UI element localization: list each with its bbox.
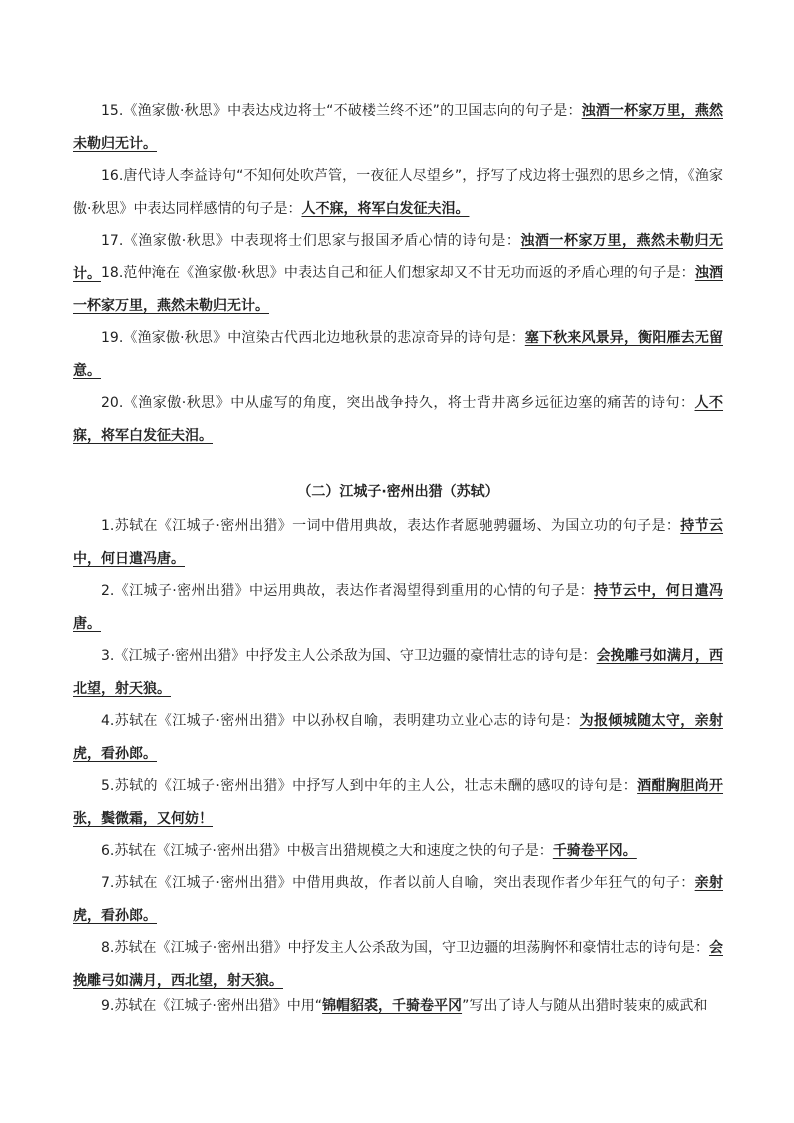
question-text: 18.范仲淹在《渔家傲·秋思》中表达自己和征人们想家却又不甘无功而返的矛盾心理的句子是： (101, 265, 695, 281)
answer-text: 锦帽貂裘，千骑卷平冈 (322, 998, 463, 1014)
section-title: （二）江城子·密州出猎（苏轼） (297, 484, 499, 500)
question-20 (73, 387, 723, 452)
question-1 (73, 510, 723, 575)
question-6 (73, 835, 723, 868)
answer-text: 人不寐，将军白发征夫泪。 (73, 395, 724, 444)
answer-text: 浊酒一杯家万里，燕然未勒归无计。 (73, 103, 723, 152)
question-3 (73, 640, 723, 705)
question-text: 20.《渔家傲·秋思》中从虚写的角度，突出战争持久，将士背井离乡远征边塞的痛苦的诗句： (101, 395, 695, 411)
question-text: 5.苏轼的《江城子·密州出猎》中抒写人到中年的主人公，壮志未酬的感叹的诗句是： (101, 778, 638, 794)
question-18 (73, 257, 723, 322)
question-8 (73, 932, 723, 997)
question-text-after: ”写出了诗人与随从出猎时装束的威武和 (462, 998, 708, 1014)
question-text: 16.唐代诗人李益诗句“不知何处吹芦管，一夜征人尽望乡”，抒写了戍边将士强烈的思乡之情，《渔家傲·秋思》中表达同样感情的句子是： (73, 168, 723, 217)
question-text: 6.苏轼在《江城子·密州出猎》中极言出猎规模之大和速度之快的句子是： (101, 843, 553, 859)
question-15 (73, 95, 723, 160)
question-9 (73, 990, 723, 1023)
question-text: 4.苏轼在《江城子·密州出猎》中以孙权自喻，表明建功立业心志的诗句是： (101, 713, 580, 729)
answer-text: 亲射虎，看孙郎。 (73, 875, 724, 924)
answer-text: 千骑卷平冈。 (552, 843, 637, 859)
answer-text: 浊酒一杯家万里，燕然未勒归无计。 (73, 265, 723, 314)
answer-text: 人不寐，将军白发征夫泪。 (301, 200, 470, 217)
question-text: 9.苏轼在《江城子·密州出猎》中用“ (101, 998, 323, 1014)
answer-text: 酒酣胸胆尚开张，鬓微霜，又何妨！ (73, 778, 724, 827)
question-text: 2.《江城子·密州出猎》中运用典故，表达作者渴望得到重用的心情的句子是： (101, 583, 594, 599)
question-text: 7.苏轼在《江城子·密州出猎》中借用典故，作者以前人自喻，突出表现作者少年狂气的句子： (101, 875, 695, 891)
question-4 (73, 705, 723, 770)
answer-text: 会挽雕弓如满月，西北望，射天狼。 (73, 940, 723, 989)
question-5 (73, 770, 723, 835)
question-text: 8.苏轼在《江城子·密州出猎》中抒发主人公杀敌为国，守卫边疆的坦荡胸怀和豪情壮志的诗句是： (101, 940, 709, 956)
answer-text: 为报倾城随太守，亲射虎，看孙郎。 (73, 713, 723, 762)
answer-text: 持节云中，何日遣冯唐。 (73, 518, 724, 567)
answer-text: 会挽雕弓如满月，西北望，射天狼。 (73, 648, 724, 697)
question-text: 1.苏轼在《江城子·密州出猎》一词中借用典故，表达作者愿驰骋疆场、为国立功的句子是： (101, 518, 681, 534)
answer-text: 塞下秋来风景异，衡阳雁去无留意。 (73, 330, 723, 379)
question-text: 15.《渔家傲·秋思》中表达戍边将士“不破楼兰终不还”的卫国志向的句子是： (101, 103, 582, 119)
question-19 (73, 322, 723, 387)
question-text: 3.《江城子·密州出猎》中抒发主人公杀敌为国、守卫边疆的豪情壮志的诗句是： (101, 648, 597, 664)
question-7 (73, 867, 723, 932)
answer-text: 浊酒一杯家万里，燕然未勒归无计。 (73, 233, 724, 282)
question-2 (73, 575, 723, 640)
question-text: 19.《渔家傲·秋思》中渲染古代西北边地秋景的悲凉奇异的诗句是： (101, 330, 525, 346)
question-text: 17.《渔家傲·秋思》中表现将士们思家与报国矛盾心情的诗句是： (101, 233, 521, 249)
answer-text: 持节云中，何日遣冯唐。 (73, 583, 723, 632)
question-16 (73, 160, 723, 225)
